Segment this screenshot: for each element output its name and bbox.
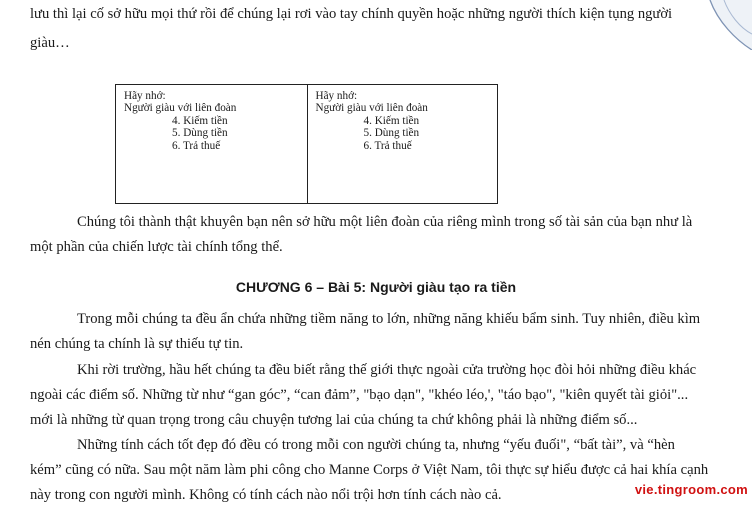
page-curl-decoration: [666, 0, 752, 50]
reminder-item: 4. Kiếm tiền: [363, 114, 420, 127]
intro-line-2: giàu…: [30, 35, 70, 51]
reminder-item: 5. Dùng tiền: [172, 127, 228, 140]
reminder-title: Hãy nhớ:: [124, 90, 166, 102]
reminder-title: Hãy nhớ:: [315, 90, 358, 102]
reminder-subtitle: Người giàu với liên đoàn: [315, 102, 428, 115]
para3-line-2: ngoài các điểm số. Những từ như “gan góc”, “can đảm”, "bạo dạn", "khéo léo,', "táo bạo", "kiên quyết tài giỏi"...: [30, 387, 689, 403]
para2-line-1: Trong mỗi chúng ta đều ẩn chứa những tiềm năng to lớn, những năng khiếu bẩm sinh. Tuy nhiên, điều kìm: [77, 311, 701, 327]
intro-line-1: lưu thì lại cố sở hữu mọi thứ rồi để chúng lại rơi vào tay chính quyền hoặc những người thích kiện tụng người: [30, 6, 673, 22]
para4-line-2: kém” cũng có nữa. Sau một năm làm phi công cho Manne Corps ở Việt Nam, tôi thực sự hiểu được cả hai khía cạnh: [30, 462, 709, 478]
para2-line-2: nén chúng ta chính là sự thiếu tự tin.: [30, 336, 244, 352]
reminder-box-right: [307, 85, 498, 203]
reminder-item: 4. Kiếm tiền: [172, 114, 228, 127]
para4-line-1: Những tính cách tốt đẹp đó đều có trong mỗi con người chúng ta, nhưng “yếu đuối", “bất tài”, và “hèn: [77, 437, 675, 453]
reminder-subtitle: Người giàu với liên đoàn: [124, 102, 237, 115]
chapter-heading: CHƯƠNG 6 – Bài 5: Người giàu tạo ra tiền: [235, 279, 517, 295]
para1-line-1: Chúng tôi thành thật khuyên bạn nên sở hữu một liên đoàn của riêng mình trong số tài sản của bạn như là: [77, 214, 693, 230]
para4-line-3: này trong con người mình. Không có tính cách nào nổi trội hơn tính cách nào cả.: [30, 487, 502, 503]
reminder-box-left: [116, 85, 307, 203]
para1-line-2: một phần của chiến lược tài chính tổng thể.: [30, 239, 283, 255]
para3-line-3: mới là những từ quan trọng trong câu chuyện tương lai của chúng ta chứ không phải là những điểm số...: [30, 412, 638, 428]
para3-line-1: Khi rời trường, hầu hết chúng ta đều biết rằng thế giới thực ngoài cửa trường học đòi hỏi những điều khác: [77, 362, 697, 378]
reminder-item: 5. Dùng tiền: [363, 127, 420, 140]
reminder-box: [115, 84, 498, 204]
reminder-item: 6. Trả thuế: [363, 139, 412, 152]
watermark-link[interactable]: vie.tingroom.com: [634, 482, 748, 497]
reminder-item: 6. Trả thuế: [172, 139, 221, 152]
